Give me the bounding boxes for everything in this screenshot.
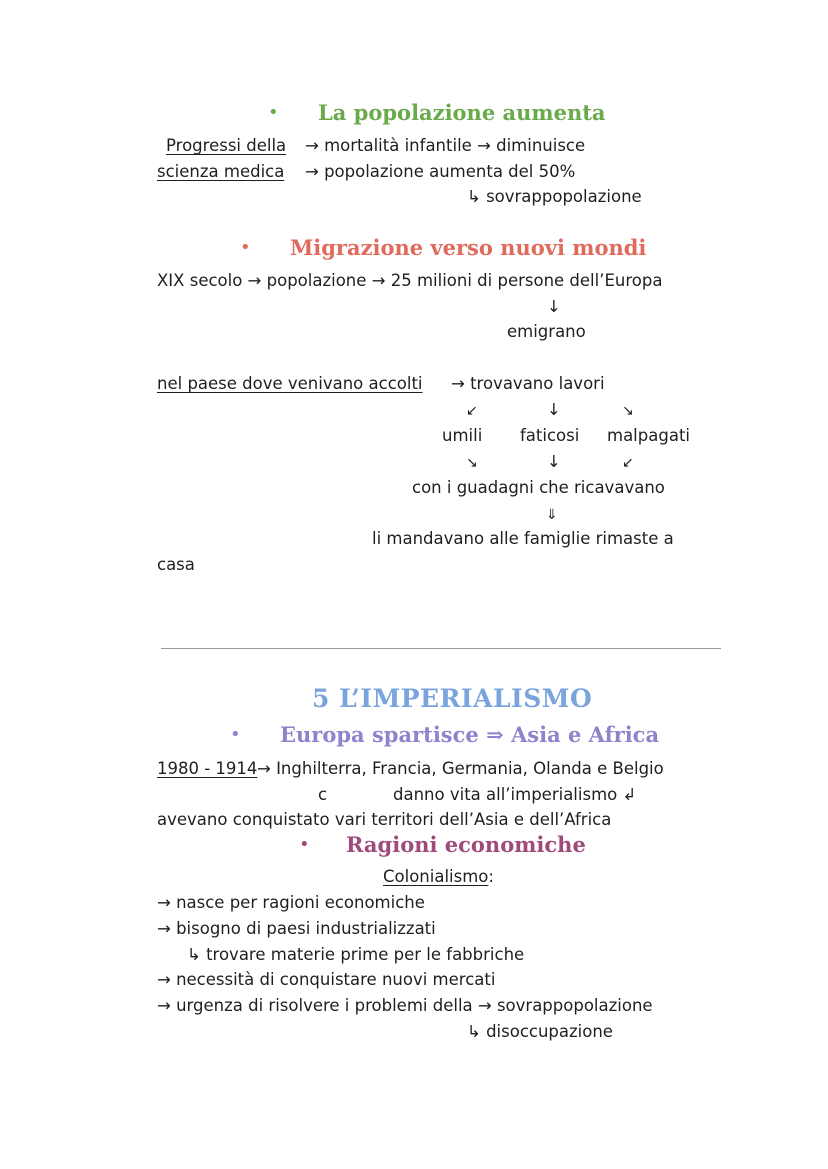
text-faticosi: faticosi: [520, 426, 580, 445]
text-date-range: 1980 - 1914: [157, 759, 258, 778]
list-item: → bisogno di paesi industrializzati: [157, 919, 436, 938]
text-casa: casa: [157, 555, 195, 574]
text-popolazione-aumenta: → popolazione aumenta del 50%: [305, 162, 576, 181]
text-umili: umili: [442, 426, 483, 445]
text-sovrappopolazione: ↳ sovrappopolazione: [467, 187, 642, 206]
arrow-down-icon: ↓: [547, 452, 561, 471]
list-item: → necessità di conquistare nuovi mercati: [157, 970, 496, 989]
text-emigrano: emigrano: [507, 322, 586, 341]
text-xix-secolo: XIX secolo → popolazione → 25 milioni di persone dell’Europa: [157, 271, 663, 290]
arrow-southwest-icon: ↙: [622, 455, 634, 471]
bullet-icon: •: [299, 834, 310, 855]
text-colonialismo: [383, 867, 494, 887]
heading-europa-spartisce: Europa spartisce ⇒ Asia e Africa: [280, 722, 660, 747]
chapter-title: 5 L’IMPERIALISMO: [312, 684, 593, 713]
arrow-southwest-icon: ↙: [466, 403, 478, 419]
text-progressi: Progressi della: [166, 136, 287, 155]
text-mandavano: li mandavano alle famiglie rimaste a: [372, 529, 674, 548]
text-colonialismo-label: Colonialismo: [383, 867, 489, 886]
text-malpagati: malpagati: [607, 426, 690, 445]
bullet-icon: •: [268, 102, 279, 123]
text-nel-paese: nel paese dove venivano accolti: [157, 374, 423, 393]
arrow-southeast-icon: ↘: [622, 403, 634, 419]
text-paesi: → Inghilterra, Francia, Germania, Olanda e Belgio: [257, 759, 664, 778]
list-item: ↳ trovare materie prime per le fabbriche: [187, 945, 525, 964]
arrow-southeast-icon: ↘: [466, 455, 478, 471]
text-trovavano: → trovavano lavori: [451, 374, 605, 393]
arrow-down-icon: ↓: [547, 297, 561, 316]
text-scienza: scienza medica: [157, 162, 285, 181]
text-c: c: [318, 785, 328, 804]
bullet-icon: •: [240, 237, 251, 258]
text-colon: :: [488, 867, 494, 886]
horizontal-divider: [161, 648, 721, 649]
list-item: ↳ disoccupazione: [467, 1022, 613, 1041]
heading-migrazione: Migrazione verso nuovi mondi: [290, 235, 647, 260]
list-item: → nasce per ragioni economiche: [157, 893, 425, 912]
arrow-down-icon: ↓: [547, 400, 561, 419]
text-guadagni: con i guadagni che ricavavano: [412, 478, 665, 497]
text-mortalita: → mortalità infantile → diminuisce: [305, 136, 586, 155]
heading-popolazione: La popolazione aumenta: [318, 100, 606, 125]
bullet-icon: •: [230, 724, 241, 745]
text-danno-vita: danno vita all’imperialismo ↲: [393, 785, 637, 804]
double-arrow-down-icon: ⇓: [546, 507, 558, 523]
list-item: → urgenza di risolvere i problemi della → sovrappopolazione: [157, 996, 653, 1015]
heading-ragioni: Ragioni economiche: [346, 832, 586, 857]
text-avevano: avevano conquistato vari territori dell’Asia e dell’Africa: [157, 810, 612, 829]
